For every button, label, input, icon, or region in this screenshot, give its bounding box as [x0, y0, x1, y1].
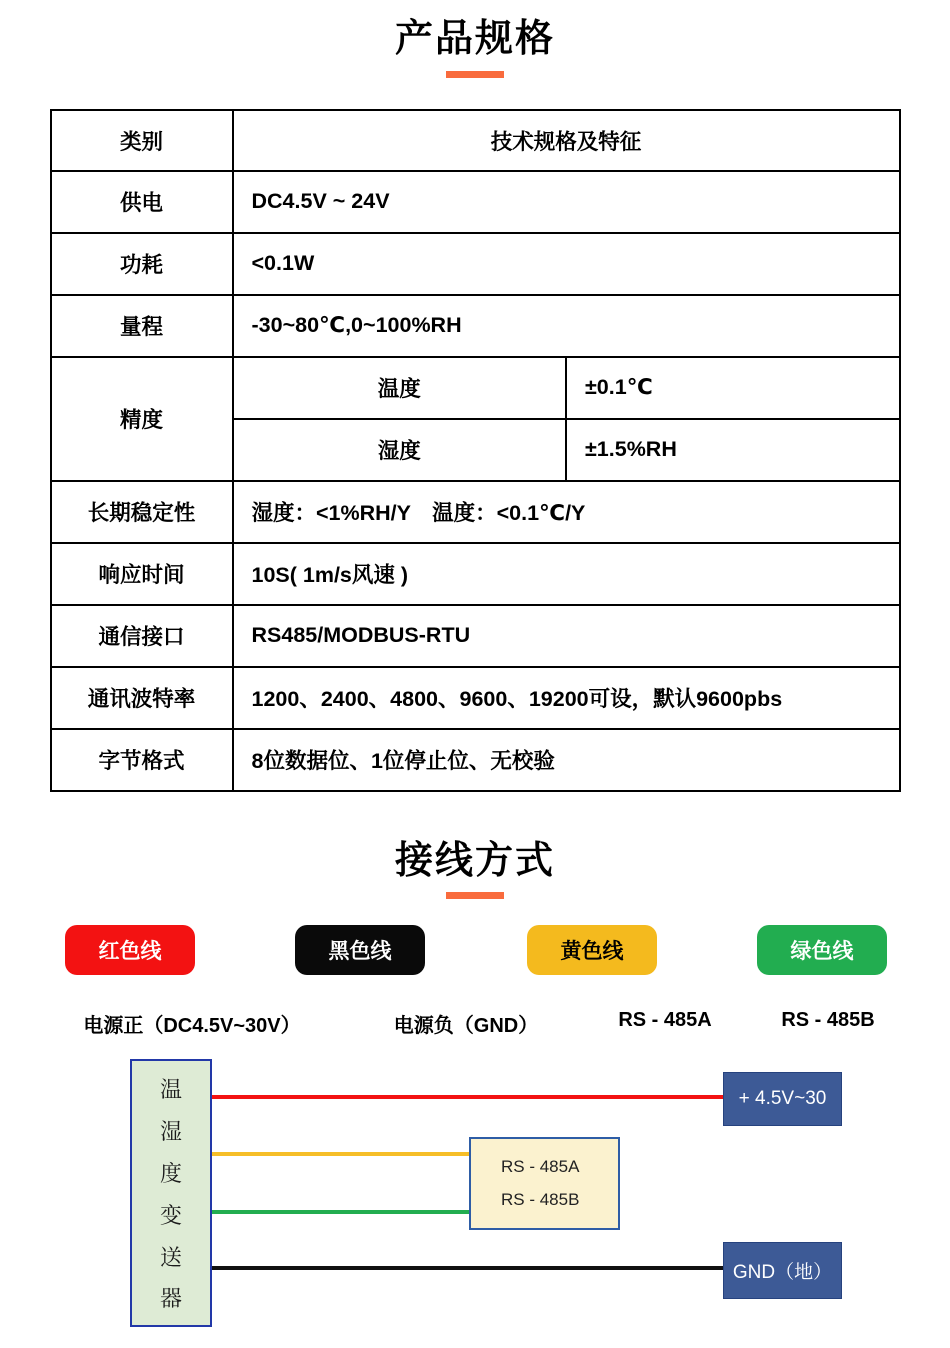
table-row [51, 233, 900, 295]
table-row [51, 171, 900, 233]
legend-caption-rs485a: RS - 485A [618, 1009, 712, 1032]
device-char: 器 [159, 1286, 182, 1312]
table-row [51, 543, 900, 605]
row-label: 通讯波特率 [51, 667, 233, 729]
device-char: 度 [159, 1160, 182, 1186]
row-value: DC4.5V ~ 24V [233, 171, 900, 233]
yellow-wire [212, 1152, 470, 1156]
gnd-terminal-box: GND（地） [723, 1242, 842, 1299]
accuracy-label: 精度 [51, 357, 233, 481]
black-wire [212, 1266, 723, 1270]
row-label: 量程 [51, 295, 233, 357]
row-value: <0.1W [233, 233, 900, 295]
spec-table [50, 109, 901, 792]
rs485-terminal-box [469, 1137, 620, 1230]
power-terminal-box: + 4.5V~30 [723, 1072, 842, 1126]
red-wire [212, 1095, 723, 1099]
rs485b-line: RS - 485B [501, 1190, 580, 1210]
legend-caption-rs485b: RS - 485B [781, 1009, 875, 1032]
legend-caption-power-positive: 电源正（DC4.5V~30V） [83, 1015, 301, 1038]
table-row [51, 667, 900, 729]
row-label: 响应时间 [51, 543, 233, 605]
legend-badge-black-wire: 黑色线 [295, 925, 425, 975]
legend-badge-yellow-wire: 黄色线 [527, 925, 657, 975]
spec-title: 产品规格 [394, 18, 555, 60]
device-box-transmitter [130, 1059, 212, 1327]
accuracy-sub-name: 温度 [233, 357, 567, 419]
row-value: RS485/MODBUS-RTU [233, 605, 900, 667]
row-value: 8位数据位、1位停止位、无校验 [233, 729, 900, 791]
legend-caption-power-negative: 电源负（GND） [393, 1015, 539, 1038]
row-label: 字节格式 [51, 729, 233, 791]
header-category: 类别 [51, 110, 233, 171]
wiring-diagram [0, 899, 950, 1348]
table-row [51, 481, 900, 543]
row-value: 湿度：<1%RH/Y 温度：<0.1℃/Y [233, 481, 900, 543]
title-underline [446, 892, 504, 899]
row-label: 供电 [51, 171, 233, 233]
title-underline [446, 71, 504, 78]
table-row [51, 729, 900, 791]
header-specs: 技术规格及特征 [233, 110, 900, 171]
green-wire [212, 1210, 470, 1214]
row-value: 1200、2400、4800、9600、19200可设，默认9600pbs [233, 667, 900, 729]
accuracy-sub-value: ±0.1℃ [566, 357, 900, 419]
legend-badge-red-wire: 红色线 [65, 925, 195, 975]
row-value: -30~80℃,0~100%RH [233, 295, 900, 357]
row-label: 长期稳定性 [51, 481, 233, 543]
wiring-section-title-block [0, 840, 950, 900]
accuracy-sub-name: 湿度 [233, 419, 567, 481]
accuracy-sub-value: ±1.5%RH [566, 419, 900, 481]
row-value: 10S( 1m/s风速 ) [233, 543, 900, 605]
legend-badge-green-wire: 绿色线 [757, 925, 887, 975]
device-char: 湿 [159, 1119, 182, 1145]
wiring-title: 接线方式 [394, 839, 555, 882]
device-char: 温 [159, 1077, 182, 1103]
row-label: 功耗 [51, 233, 233, 295]
table-row [51, 295, 900, 357]
table-row [51, 605, 900, 667]
device-char: 变 [159, 1202, 182, 1228]
table-row-accuracy-temp [51, 357, 900, 419]
table-header-row [51, 110, 900, 171]
row-label: 通信接口 [51, 605, 233, 667]
device-char: 送 [159, 1244, 182, 1270]
rs485a-line: RS - 485A [501, 1157, 580, 1177]
